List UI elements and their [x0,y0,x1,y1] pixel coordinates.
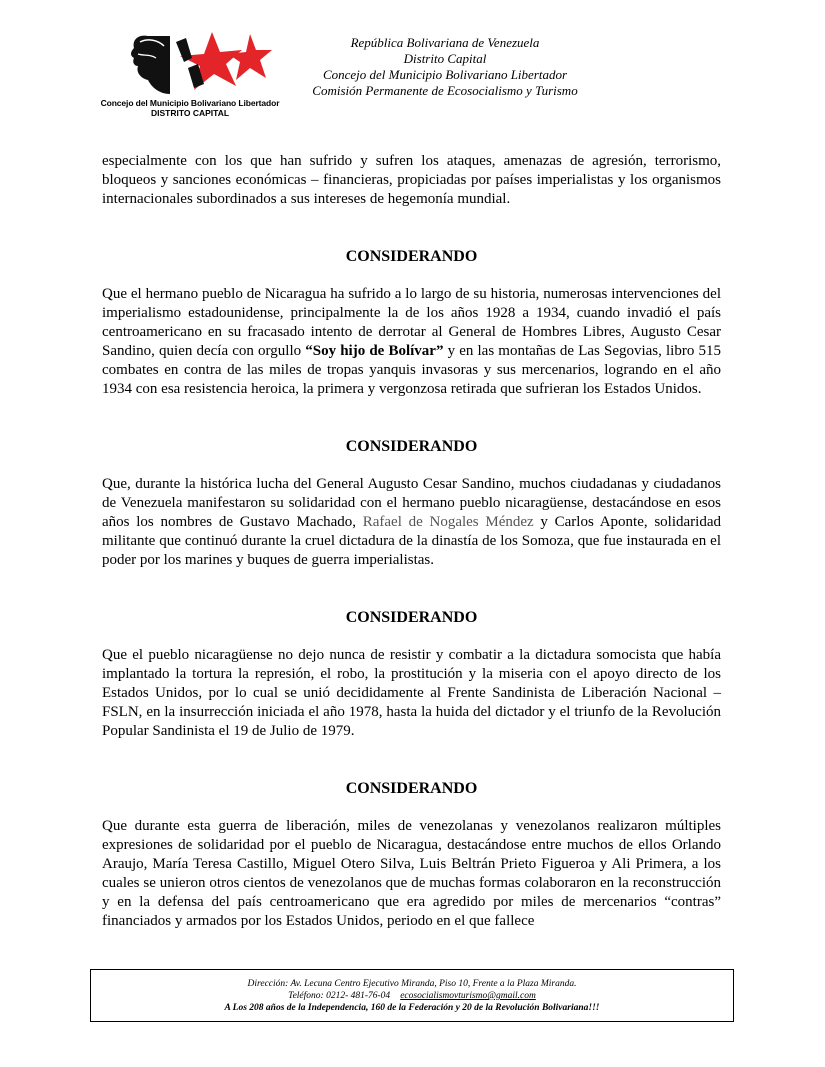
institution-line: Concejo del Municipio Bolivariano Libertador [322,67,568,82]
logo-emblem-icon [100,28,280,98]
quote-text: “Soy hijo de Bolívar” [305,343,444,359]
institution-line: Comisión Permanente de Ecosocialismo y Turismo [312,83,578,98]
section-heading: CONSIDERANDO [345,248,478,265]
page-footer [90,969,734,1022]
footer-email-link[interactable]: ecosocialismovturismo@gmail.com [400,991,536,1001]
highlighted-name: Rafael de Nogales Méndez [362,514,534,530]
footer-phone: Teléfono: 0212- 481-76-04 [288,991,391,1001]
paragraph-text: Que, durante la histórica lucha del General Augusto Cesar Sandino, muchos ciudadanas y ciudadanos de Venezuela manifestaron su solidaridad con el hermano pueblo nicaragüense, destacándose en esos años los nombres de Gustavo Machado, [102,476,721,530]
section-paragraph: Que durante esta guerra de liberación, miles de venezolanas y venezolanos realizaron múltiples expresiones de solidaridad por el pueblo de Nicaragua, destacándose entre muchos de ellos Orlando Araujo, María Teresa Castillo, Miguel Otero Silva, Luis Beltrán Prieto Figueroa y Ali Primera, a los cuales se unieron otros cientos de venezolanos que de muchas formas colaboraron en la reconstrucción y en la defensa del país centroamericano que era agredido por miles de mercenarios “contras” financiados y armados por los Estados Unidos, periodo en el que fallece [102,818,721,929]
section-heading: CONSIDERANDO [345,609,478,626]
section-paragraph [102,475,721,570]
intro-paragraph: especialmente con los que han sufrido y sufren los ataques, amenazas de agresión, terrorismo, bloqueos y sanciones económicas – financieras, propiciadas por países imperialistas y los organismos internacionales subordinados a sus intereses de hegemonía mundial. [102,153,721,207]
page-header [0,0,825,130]
paragraph-text: y en las montañas de Las Segovias, libro 515 combates en contra de las miles de tropas yanquis invasoras y sus mercenarios, logrando en el año 1934 con esa resistencia heroica, la primera y vergonzosa retirada que sufrieran los Estados Unidos. [102,343,721,397]
footer-motto: A Los 208 años de la Independencia, 160 de la Federación y 20 de la Revolución Bolivariana!!! [224,1003,600,1013]
section-paragraph: Que el pueblo nicaragüense no dejo nunca de resistir y combatir a la dictadura somocista que había implantado la tortura la represión, el robo, la prostitución y la miseria con el apoyo directo de los Estados Unidos, por lo cual se unió decididamente al Frente Sandinista de Liberación Nacional – FSLN, en la insurrección iniciada el año 1978, hasta la huida del dictador y el triunfo de la Revolución Popular Sandinista el 19 de Julio de 1979. [102,647,721,739]
section-paragraph [102,285,721,399]
paragraph-text: y Carlos Aponte, solidaridad militante que continuó durante la cruel dictadura de la dinastía de los Somoza, que fue instaurada en el poder por los marines y buques de guerra imperialistas. [102,514,721,568]
institution-line: República Bolivariana de Venezuela [350,35,540,50]
footer-contact [91,990,733,1002]
institution-line: Distrito Capital [403,51,487,66]
section-heading: CONSIDERANDO [345,780,478,797]
council-logo [100,28,280,118]
logo-caption: Concejo del Municipio Bolivariano Libertador [100,98,280,108]
document-body [102,152,721,931]
paragraph-text: Que el hermano pueblo de Nicaragua ha sufrido a lo largo de su historia, numerosas intervenciones del imperialismo estadounidense, principalmente la de los años 1928 a 1934, cuando invadió el país centroamericano en su fracasado intento de derrotar al General de Hombres Libres, Augusto Cesar Sandino, quien decía con orgullo [102,286,721,359]
logo-subcaption: DISTRITO CAPITAL [150,108,230,118]
institution-block [300,35,590,99]
section-heading: CONSIDERANDO [345,438,478,455]
footer-address: Dirección: Av. Lecuna Centro Ejecutivo Miranda, Piso 10, Frente a la Plaza Miranda. [247,979,577,989]
